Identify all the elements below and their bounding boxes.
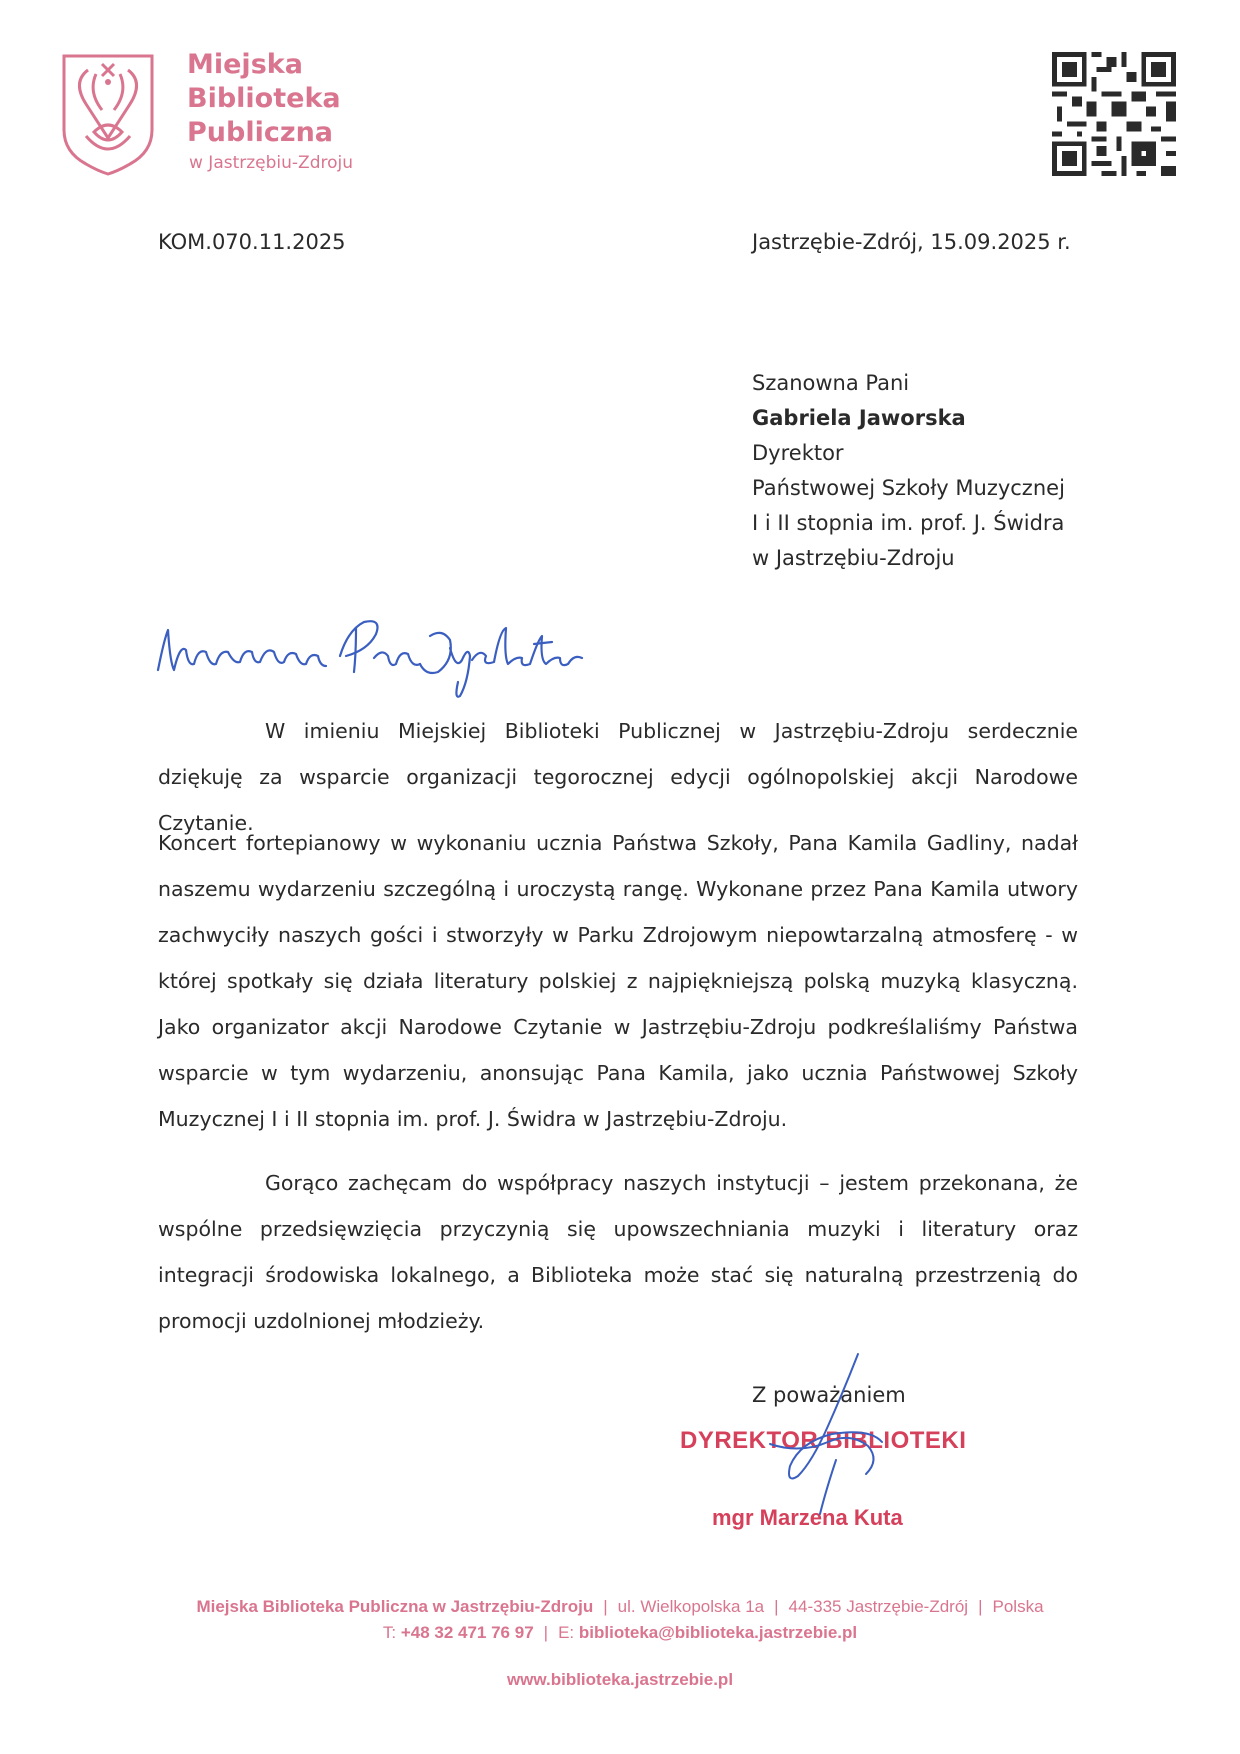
recipient-name: Gabriela Jaworska bbox=[752, 406, 966, 430]
recipient-position: Dyrektor bbox=[752, 441, 844, 465]
logo-line-3: Publiczna bbox=[187, 117, 334, 148]
handwritten-salutation bbox=[150, 600, 630, 700]
footer-phone[interactable]: +48 32 471 76 97 bbox=[400, 1623, 534, 1642]
body-paragraph-3: Gorąco zachęcam do współpracy naszych instytucji – jestem przekonana, że wspólne przedsięwzięcia przyczynią się upowszechniania muzyki i literatury oraz integracji środowiska lokalnego, a Biblioteka może stać się naturalną przestrzenią do promocji uzdolnionej młodzieży. bbox=[158, 1171, 1078, 1333]
reference-number: KOM.070.11.2025 bbox=[158, 230, 346, 254]
handwritten-signature bbox=[740, 1350, 930, 1520]
stamp-title: DYREKTOR BIBLIOTEKI bbox=[680, 1427, 967, 1454]
stamp-name: mgr Marzena Kuta bbox=[712, 1505, 903, 1530]
footer-phone-label: T: bbox=[382, 1623, 397, 1642]
footer-website-link[interactable]: www.biblioteka.jastrzebie.pl bbox=[506, 1670, 734, 1689]
footer-country: Polska bbox=[992, 1597, 1044, 1616]
logo-subtitle: w Jastrzębiu-Zdroju bbox=[189, 153, 354, 173]
recipient-institution-3: w Jastrzębiu-Zdroju bbox=[752, 546, 955, 570]
body-paragraph-2: Koncert fortepianowy w wykonaniu ucznia Państwa Szkoły, Pana Kamila Gadliny, nadał naszemu wydarzeniu szczególną i uroczystą rangę. Wykonane przez Pana Kamila utwory zachwyciły naszych gości i stworzyły w Parku Zdrojowym niepowtarzalną atmosferę - w której spotkały się działa literatury polskiej z najpiękniejszą polską muzyką klasyczną. Jako organizator akcji Narodowe Czytanie w Jastrzębiu-Zdroju podkreślaliśmy Państwa wsparcie w tym wydarzeniu, anonsując Pana Kamila, jako ucznia Państwowej Szkoły Muzycznej I i II stopnia im. prof. J. Świdra w Jastrzębiu-Zdroju. bbox=[158, 831, 1078, 1131]
recipient-institution-2: I i II stopnia im. prof. J. Świdra bbox=[752, 511, 1065, 535]
logo-line-2: Biblioteka bbox=[187, 83, 341, 114]
place-and-date: Jastrzębie-Zdrój, 15.09.2025 r. bbox=[752, 230, 1071, 254]
body-paragraph-1: W imieniu Miejskiej Biblioteki Publicznej w Jastrzębiu-Zdroju serdecznie dziękuję za wsparcie organizacji tegorocznej edycji ogólnopolskiej akcji Narodowe Czytanie. bbox=[158, 719, 1078, 835]
qr-code-icon bbox=[1052, 52, 1176, 176]
recipient-greeting: Szanowna Pani bbox=[752, 371, 910, 395]
footer-city: 44-335 Jastrzębie-Zdrój bbox=[788, 1597, 969, 1616]
footer-address-line: Miejska Biblioteka Publiczna w Jastrzębiu-Zdroju | ul. Wielkopolska 1a | 44-335 Jastrzębie-Zdrój | Polska bbox=[196, 1597, 1044, 1616]
logo-line-1: Miejska bbox=[187, 49, 303, 80]
footer-org: Miejska Biblioteka Publiczna w Jastrzębiu-Zdroju bbox=[196, 1597, 594, 1616]
closing-phrase: Z poważaniem bbox=[752, 1383, 906, 1407]
library-emblem-icon bbox=[58, 52, 158, 176]
recipient-institution-1: Państwowej Szkoły Muzycznej bbox=[752, 476, 1065, 500]
footer-street: ul. Wielkopolska 1a bbox=[617, 1597, 765, 1616]
footer-email-label: E: bbox=[558, 1623, 575, 1642]
footer-contact-line: T: +48 32 471 76 97 | E: biblioteka@biblioteka.jastrzebie.pl bbox=[382, 1623, 858, 1642]
footer-email-link[interactable]: biblioteka@biblioteka.jastrzebie.pl bbox=[578, 1623, 858, 1642]
